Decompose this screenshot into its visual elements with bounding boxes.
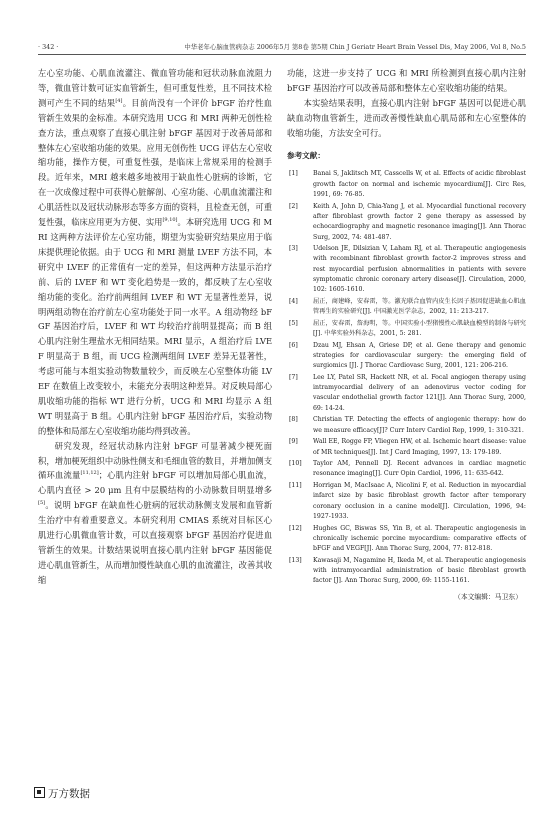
reference-item: [8] Christian TF. Detecting the effects of angiogenic therapy: how do we measure efficacy[J]? Curr Interv Cardiol Rep, 1999, 1: 310-321. bbox=[289, 416, 526, 434]
left-column bbox=[38, 66, 272, 588]
reference-item: [12] Hughes GC, Biswas SS, Yin B, et al. Therapeutic angiogenesis in chronically ischemic porcine myocardium: comparative effects of bFGF and VEGF[J]. Ann Thorac Surg, 2004, 77: 812-818. bbox=[289, 524, 526, 553]
citation-mark: [9,10] bbox=[162, 217, 178, 224]
wanfang-logo-icon bbox=[34, 787, 45, 798]
citation-mark: [4] bbox=[115, 98, 123, 105]
reference-item: [5] 屈正，安春雷，詹海明，等。中国实验小型猪慢性心肌缺血模型的制备与研究[J]. 中华实验外科杂志，2001, 5: 281. bbox=[289, 319, 526, 338]
reference-item: [13] Kawasaji M, Nagamine H, Ikeda M, et al. Therapeutic angiogenesis with intramyocardial administration of basic fibroblast growth factor [J]. Ann Thorac Surg, 2000, 69: 1155-1161. bbox=[289, 556, 526, 585]
editor-note: （本文编辑：马卫东） bbox=[454, 592, 522, 601]
wanfang-logo-text: 万方数据 bbox=[48, 788, 90, 800]
body-paragraph: 研究发现，经冠状动脉内注射 bFGF 可显著减少梗死面积，增加梗死组织中动脉性侧支和毛细血管的数目，并增加侧支循环血流量[11,12]；心肌内注射 bFGF 可以增加局部心肌血流，心肌内直径 > 20 μm 且有中层膜结构的小动脉数目明显增多[5]。说明 bFGF 在缺血性心脏病的冠状动脉侧支发展和血管新生治疗中有着重要意义。本研究利用 CMIAS 系统对目标区心肌进行心肌微血管计数，可以直接观察 bFGF 基因治疗促进血管新生的效果。计数结果说明直接心肌内注射 bFGF 基因能促进心肌血管新生，从而增加慢性缺血心肌的血流灌注，改善其收缩 bbox=[38, 440, 272, 585]
reference-item: [3] Udelson JE, Dilsizian V, Laham RJ, et al. Therapeutic angiogenesis with recombinant fibroblast growth factor-2 improves stress and rest myocardial perfusion abnormalities in patients with severe symptomatic chronic coronary artery disease[J]. Circulation, 2000, 102: 1605-1610. bbox=[289, 245, 526, 294]
journal-citation: 中华老年心脑血管病杂志 2006年5月 第8卷 第5期 Chin J Geriatr Heart Brain Vessel Dis, May 2006, Vol 8, No.5 bbox=[184, 43, 526, 51]
body-paragraph: 左心室功能、心肌血流灌注、微血管功能和冠状动脉血流阻力等，微血管计数可证实血管新生，但可重复性差，且不同技术检测可产生不同的结果[4]。目前尚没有一个评价 bFGF 治疗性血管新生效果的金标准。本研究选用 UCG 和 MRI 两种无创性检查方法，重点观察了直接心肌注射 bFGF 基因对于改善局部和整体左心室收缩功能的效果。应用无创伤性 UCG 评估左心室收缩功能，操作方便，可重复性强，是临床上常规采用的检测手段。近年来，MRI 越来越多地被用于缺血性心脏病的诊断，它在一次成像过程中可获得心脏解剖、心室功能、心肌血流灌注和心肌活性以及冠状动脉形态等多方面的资料，且检查无创，可重复性强，临床应用更为方便、实用[9,10]。本研究选用 UCG 和 MRI 这两种方法评价左心室功能，期望为实验研究结果应用于临床提供理论依据。由于 UCG 和 MRI 测量 LVEF 方法不同，本研究中 LVEF 的正常值有一定的差异，但这两种方法显示治疗前、后的 LVEF 和 WT 变化趋势是一致的，都反映了左心室收缩功能的变化。治疗前两组间 LVEF 和 WT 无显著性差异，说明两组动物在治疗前左心室功能处于同一水平。A 组动物经 bFGF 基因治疗后，LVEF 和 WT 均较治疗前明显提高；而 B 组心肌内注射生理盐水无相同结果。MRI 显示，A 组治疗后 LVEF 明显高于 B 组，而 UCG 检测两组间 LVEF 差异无显著性，考虑可能与本组实验动物数量较少，而反映左心室整体功能 LVEF 在数值上改变较小，未能充分表明这种差异。对反映局部心肌收缩功能的指标 WT 进行分析，UCG 和 MRI 均显示 A 组 WT 明显高于 B 组。心肌内注射 bFGF 基因治疗后，实验动物的整体和局部左心室收缩功能均得到改善。 bbox=[38, 68, 272, 436]
citation-mark: [5] bbox=[38, 500, 46, 507]
reference-item: [1] Banai S, Jaklitsch MT, Casscells W, et al. Effects of acidic fibroblast growth factor on normal and ischemic myocardium[J]. Circ Res, 1991, 69: 76-85. bbox=[289, 170, 526, 199]
reference-list bbox=[287, 169, 526, 586]
right-column bbox=[287, 66, 526, 604]
running-header bbox=[38, 40, 526, 54]
header-rule bbox=[38, 54, 526, 55]
wanfang-logo bbox=[34, 786, 90, 801]
page-number: · 342 · bbox=[38, 43, 59, 51]
body-paragraph: 本实验结果表明，直接心肌内注射 bFGF 基因可以促进心肌缺血动物血管新生，进而改善慢性缺血心肌局部和左心室整体的收缩功能，方法安全可行。 bbox=[287, 97, 526, 138]
body-paragraph: 功能，这进一步支持了 UCG 和 MRI 所检测到直接心肌内注射 bFGF 基因治疗可以改善局部和整体左心室收缩功能的结果。 bbox=[287, 68, 526, 93]
reference-item: [7] Lee LY, Patel SR, Hackett NR, et al. Focal angiogen therapy using intramyocardial delivery of an adenovirus vector coding for vascular endothelial growth factor 121[J]. Ann Thorac Surg, 2000, 69: 14-24. bbox=[289, 373, 526, 412]
reference-item: [11] Horrigan M, MacIsaac A, Nicolini F, et al. Reduction in myocardial infarct size by basic fibroblast growth factor after temporary coronary occlusion in a canine model[J]. Circulation, 1996, 94: 1927-1933. bbox=[289, 482, 526, 520]
citation-mark: [11,12] bbox=[80, 470, 99, 477]
reference-item: [4] 屈正，商建峰，安春雷，等。激光联合血管内皮生长因子基因促进缺血心肌血管再生的实验研究[J]. 中国激光医学杂志，2002, 11: 213-217. bbox=[289, 297, 526, 316]
reference-item: [6] Dzau MJ, Ehsan A, Griese DP, et al. Gene therapy and genomic strategies for cardiovascular surgery: the emerging field of surgiomics [J]. J Thorac Cardiovasc Surg, 2001, 121: 206-216. bbox=[289, 341, 526, 370]
references-heading: 参考文献： bbox=[287, 150, 325, 160]
reference-item: [9] Wall EE, Rogge FP, Vliegen HW, et al. Ischemic heart disease: value of MR techniques[J]. Int J Card Imaging, 1997, 13: 179-189. bbox=[289, 438, 526, 456]
reference-item: [2] Keith A, John D, Chia-Yang J, et al. Myocardial functional recovery after fibroblast growth factor 2 gene therapy as assessed by echocardiography and magnetic resonance imaging[J]. Ann Thorac Surg, 2002, 74: 481-487. bbox=[289, 202, 526, 241]
reference-item: [10] Taylor AM, Pennell DJ. Recent advances in cardiac magnetic resonance imaging[J]. Curr Opin Cardiol, 1996, 11: 635-642. bbox=[289, 460, 526, 478]
